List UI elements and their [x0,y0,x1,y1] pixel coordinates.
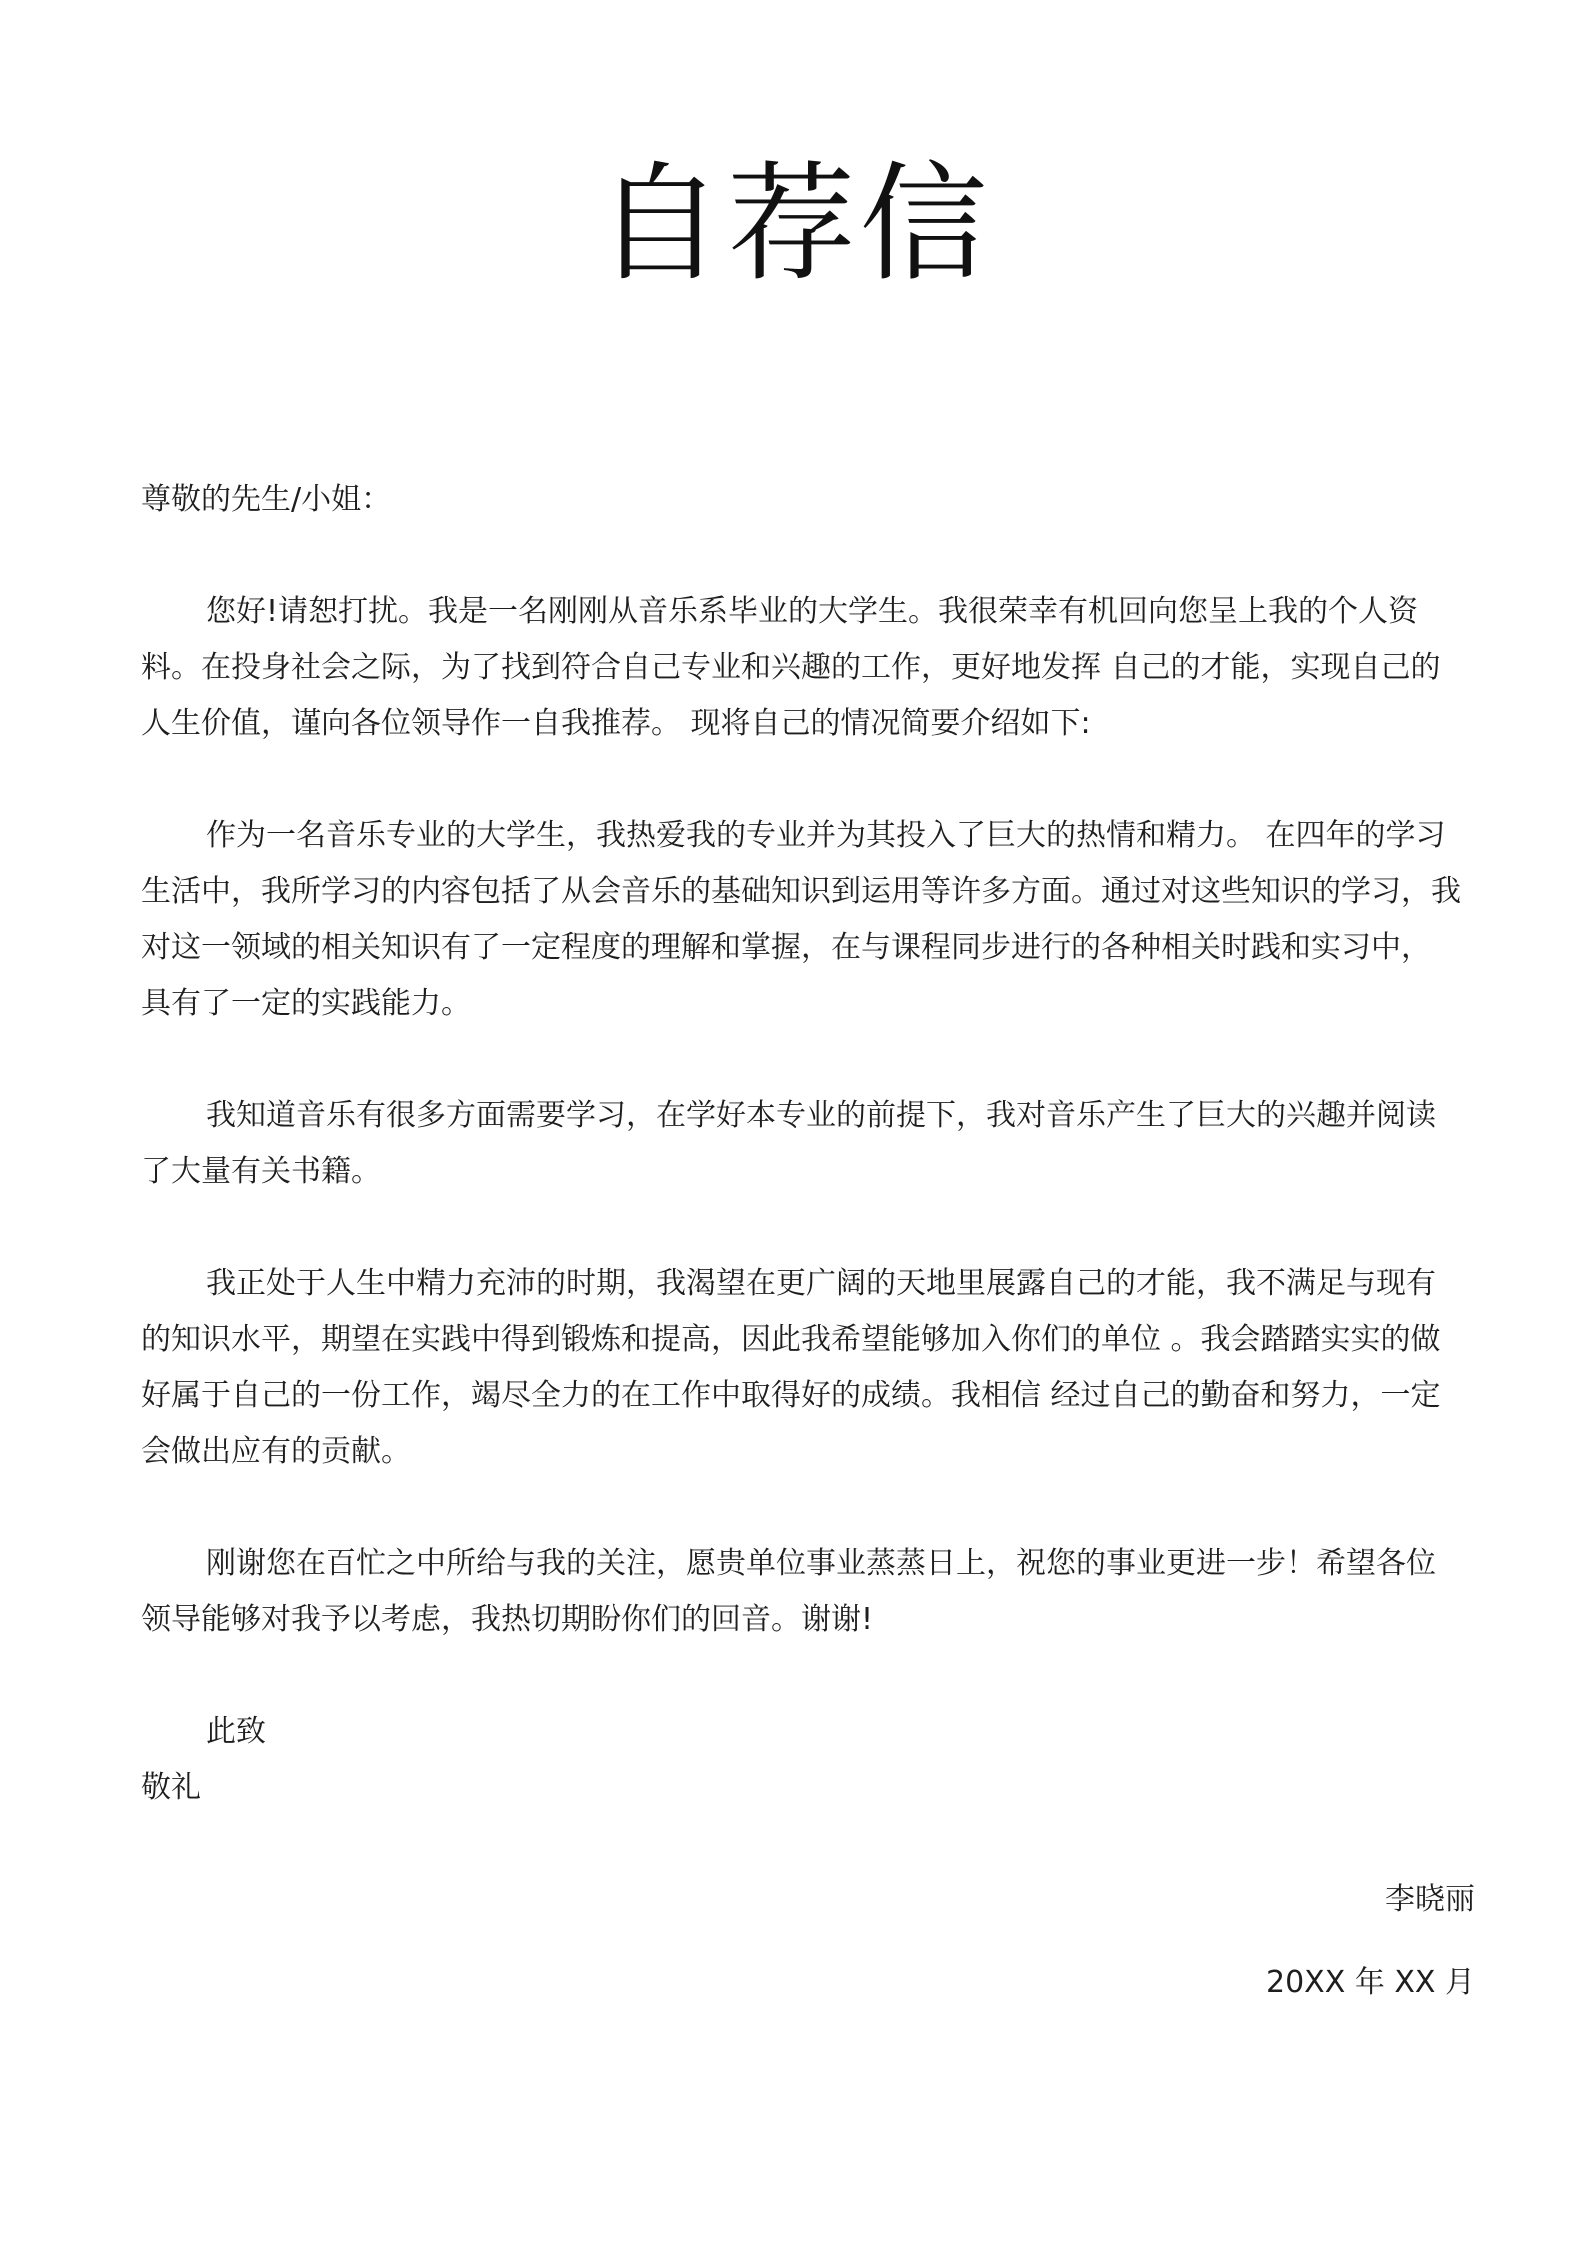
letter-date: 20XX 年 XX 月 [1266,1965,1475,2000]
paragraph-intro: 您好!请恕打扰。我是一名刚刚从音乐系毕业的大学生。我很荣幸有机回向您呈上我的个人资料。在投身社会之际，为了找到符合自己专业和兴趣的工作，更好地发挥 自己的才能，实现自己的人生价值，谨向各位领导作一自我推荐。 现将自己的情况简要介绍如下: [141,594,1441,741]
salutation: 尊敬的先生/小姐： [141,482,392,517]
paragraph-thanks: 刚谢您在百忙之中所给与我的关注，愿贵单位事业蒸蒸日上，祝您的事业更进一步！希望各位领导能够对我予以考虑，我热切期盼你们的回音。谢谢! [141,1546,1436,1637]
closing-line-2: 敬礼 [141,1770,201,1805]
closing-line-1: 此致 [206,1714,266,1749]
paragraph-study: 作为一名音乐专业的大学生，我热爱我的专业并为其投入了巨大的热情和精力。 在四年的学习生活中，我所学习的内容包括了从会音乐的基础知识到运用等许多方面。通过对这些知识的学习，我对这一领域的相关知识有了一定程度的理解和掌握，在与课程同步进行的各种相关时践和实习中， 具有了一定的实践能力。 [141,818,1461,1021]
paragraph-aspiration: 我正处于人生中精力充沛的时期，我渴望在更广阔的天地里展露自己的才能，我不满足与现有的知识水平，期望在实践中得到锻炼和提高，因此我希望能够加入你们的单位 。我会踏踏实实的做好属于自己的一份工作，竭尽全力的在工作中取得好的成绩。我相信 经过自己的勤奋和努力，一定会做出应有的贡献。 [141,1266,1441,1469]
signature-name: 李晓丽 [1385,1882,1475,1917]
letter-title: 自荐信 [595,150,992,299]
paragraph-interest: 我知道音乐有很多方面需要学习，在学好本专业的前提下，我对音乐产生了巨大的兴趣并阅读了大量有关书籍。 [141,1098,1436,1189]
